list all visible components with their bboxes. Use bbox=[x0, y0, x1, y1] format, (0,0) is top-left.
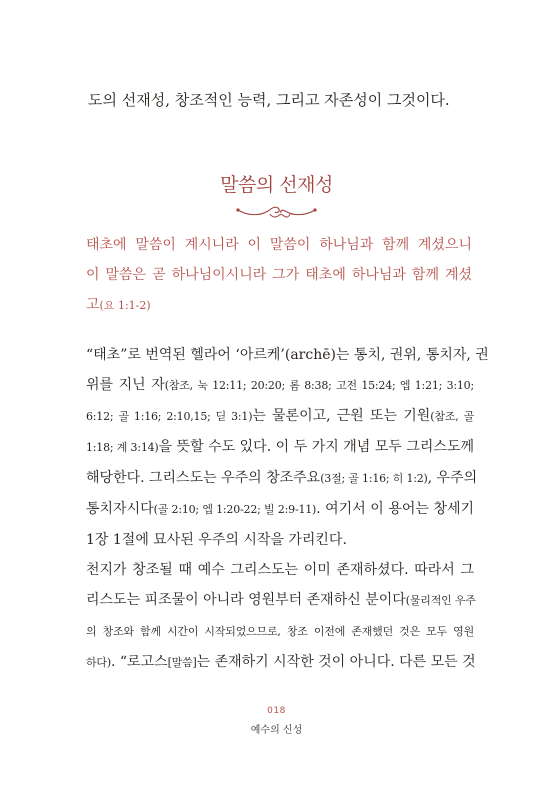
body-line: 1장 1절에 묘사된 우주의 시작을 가리킨다. bbox=[86, 532, 347, 548]
body-line bbox=[86, 585, 474, 616]
reference-note: 하다) bbox=[86, 656, 111, 669]
body-line bbox=[86, 463, 478, 494]
quote-line bbox=[86, 290, 472, 321]
body-text: 을 뜻할 수도 있다. 이 두 가지 개념 모두 그리스도께 bbox=[158, 439, 474, 455]
body-line bbox=[86, 494, 474, 525]
body-line bbox=[86, 616, 474, 647]
page-number: 018 bbox=[267, 706, 286, 716]
reference-note: [말씀] bbox=[167, 656, 197, 669]
body-text: 는 물론이고, 근원 또는 기원 bbox=[252, 408, 431, 424]
reference-note: (참조, 골 bbox=[430, 410, 474, 423]
body-line bbox=[86, 432, 474, 463]
reference-note: 1:18; 계 3:14) bbox=[86, 441, 159, 454]
body-line bbox=[86, 647, 474, 678]
body-line: 천지가 창조될 때 예수 그리스도는 이미 존재하셨다. 따라서 그 bbox=[86, 562, 474, 578]
section-title: 말씀의 선재성 bbox=[220, 174, 333, 196]
quote-line: 이 말씀은 곧 하나님이시니라 그가 태초에 하나님과 함께 계셨 bbox=[86, 267, 472, 283]
reference-note: (골 2:10; 엡 1:20-22; 빌 2:9-11) bbox=[153, 503, 317, 516]
body-text: 위를 지닌 자 bbox=[86, 377, 165, 393]
quote-text: 고 bbox=[86, 297, 100, 313]
ornament-flourish-icon bbox=[234, 202, 319, 222]
reference-note: 의 창조와 함께 시간이 시작되었으므로, 창조 이전에 존재했던 것은 모두 영원 bbox=[86, 625, 474, 638]
body-text: 통치자시다 bbox=[86, 501, 154, 517]
scripture-quote bbox=[86, 230, 472, 321]
reference-note: (물리적인 우주 bbox=[405, 594, 476, 607]
body-paragraphs bbox=[86, 340, 489, 678]
carryover-line: 도의 선재성, 창조적인 능력, 그리고 자존성이 그것이다. bbox=[88, 91, 450, 109]
body-text: . 여기서 이 용어는 창세기 bbox=[316, 501, 474, 517]
reference-note: (3절; 골 1:16; 히 1:2) bbox=[320, 472, 428, 485]
body-text: , 우주의 bbox=[427, 470, 478, 486]
running-title: 예수의 신성 bbox=[250, 725, 303, 736]
quote-line: 태초에 말씀이 계시니라 이 말씀이 하나님과 함께 계셨으니 bbox=[86, 237, 472, 253]
body-text: 리스도는 피조물이 아니라 영원부터 존재하신 분이다 bbox=[86, 592, 406, 608]
body-line bbox=[86, 401, 474, 432]
scripture-reference: (요 1:1-2) bbox=[99, 299, 151, 312]
body-text: 해당한다. 그리스도는 우주의 창조주요 bbox=[86, 470, 321, 486]
reference-note: (참조, 눅 12:11; 20:20; 롬 8:38; 고전 15:24; 엡 1:21; 3:10; bbox=[164, 379, 474, 392]
body-text: 는 존재하기 시작한 것이 아니다. 다른 모든 것 bbox=[196, 654, 476, 670]
body-line bbox=[86, 370, 474, 401]
body-text: . “로고스 bbox=[110, 654, 168, 670]
body-line: “태초”로 번역된 헬라어 ‘아르케’(archē)는 통치, 권위, 통치자, 권 bbox=[86, 347, 489, 363]
reference-note: 6:12; 골 1:16; 2:10,15; 딛 3:1) bbox=[86, 410, 253, 423]
